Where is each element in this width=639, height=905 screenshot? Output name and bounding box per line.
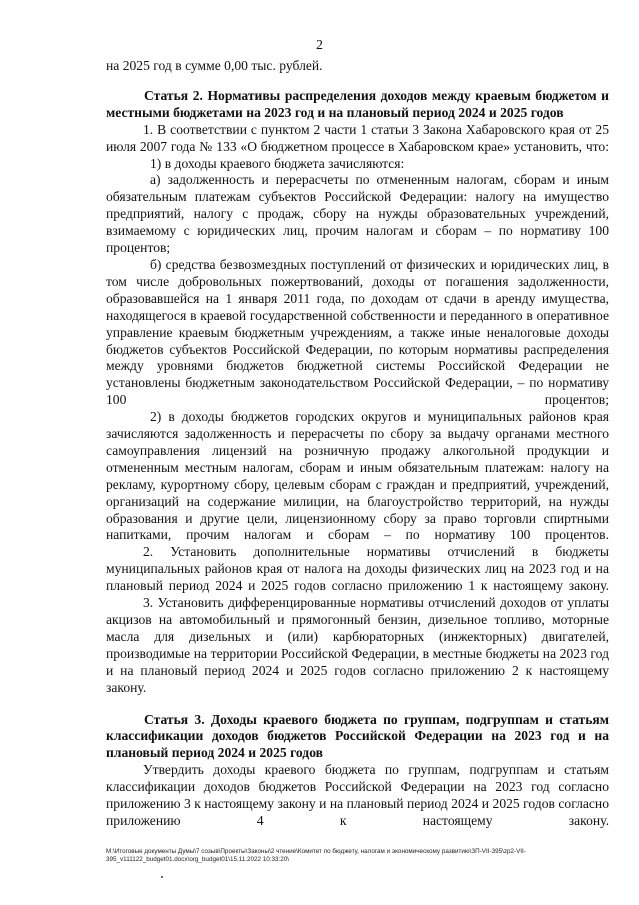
- article-2-paragraph-3: 3. Установить дифференцированные нормативы отчислений доходов от уплаты акцизов на автомобильный и прямогонный бензин, дизельное топливо, моторные масла для дизельных и (или) карбюраторных (инжекторных) двигателей, производимые на территории Российской Федерации, в местные бюджеты на 2023 год и на плановый период 2024 и 2025 годов согласно приложению 2 к настоящему закону.: [106, 595, 609, 695]
- file-path-footer: [106, 848, 616, 864]
- scan-dot: [161, 876, 163, 878]
- article-2-paragraph-1-1-b: б) средства безвозмездных поступлений от физических и юридических лиц, в том числе добровольных пожертвований, доходы от погашения задолженности, образовавшейся на 1 января 2011 года, по доходам от сдачи в аренду имущества, находящегося в краевой государственной собственности и переданного в оперативное управление краевым бюджетным учреждениям, а также иные неналоговые доходы бюджетов субъектов Российской Федерации, по которым нормативы распределения между уровнями бюджетов бюджетной системы Российской Федерации не установлены бюджетным законодательством Российской Федерации, – по нормативу 100 процентов;: [106, 256, 609, 408]
- page-number: 2: [316, 38, 323, 53]
- file-path-line-2: 395_v111122_budget01.docx\org_budget01\15.11.2022 10:33:20\: [106, 856, 290, 863]
- file-path-line-1: M:\Итоговые документы Думы\7 созыв\Проекты\Законы\2 чтение\Комитет по бюджету, налогам и экономическому развитию\ЗП-VII-395\zp2-VII-: [106, 848, 526, 855]
- intro-line: на 2025 год в сумме 0,00 тыс. рублей.: [106, 58, 323, 73]
- article-2-heading: Статья 2. Нормативы распределения доходов между краевым бюджетом и местными бюджетами на 2023 год и на плановый период 2024 и 2025 годов: [106, 87, 609, 120]
- article-2-paragraph-1-1-a: а) задолженность и перерасчеты по отмененным налогам, сборам и иным обязательным платежам субъектов Российской Федерации: налогу на имущество предприятий, налогу с продаж, сбору на нужды образовательных учреждений, взимаемому с юридических лиц, прочим налогам и сборам – по нормативу 100 процентов;: [106, 172, 609, 256]
- article-2-paragraph-1-1: 1) в доходы краевого бюджета зачисляются:: [150, 155, 405, 171]
- article-2-paragraph-1-2: 2) в доходы бюджетов городских округов и муниципальных районов края зачисляются задолженность и перерасчеты по сбору за выдачу органами местного самоуправления лицензий на розничную продажу алкогольной продукции и отмененным местным налогам, сборам и иным обязательным платежам: налогу на рекламу, курортному сбору, целевым сборам с граждан и предприятий, учреждений, организаций на содержание милиции, на благоустройство территорий, на нужды образования и другие цели, лицензионному сбору за право торговли спиртными напитками, прочим налогам и сборам – по нормативу 100 процентов.: [106, 409, 609, 543]
- article-3-heading: Статья 3. Доходы краевого бюджета по группам, подгруппам и статьям классификации доходов бюджетов Российской Федерации на 2023 год и на плановый период 2024 и 2025 годов: [106, 711, 609, 761]
- article-3-paragraph-1: Утвердить доходы краевого бюджета по группам, подгруппам и статьям классификации доходов бюджетов Российской Федерации на 2023 год согласно приложению 3 к настоящему закону и на плановый период 2024 и 2025 годов согласно приложению 4 к настоящему закону.: [106, 762, 609, 828]
- article-2-paragraph-1: 1. В соответствии с пунктом 2 части 1 статьи 3 Закона Хабаровского края от 25 июля 2007 года № 133 «О бюджетном процессе в Хабаровском крае» установить, что:: [106, 121, 609, 154]
- article-2-paragraph-2: 2. Установить дополнительные нормативы отчислений в бюджеты муниципальных районов края от налога на доходы физических лиц на 2023 год и на плановый период 2024 и 2025 годов согласно приложению 1 к настоящему закону.: [106, 544, 609, 594]
- document-body: [106, 58, 609, 830]
